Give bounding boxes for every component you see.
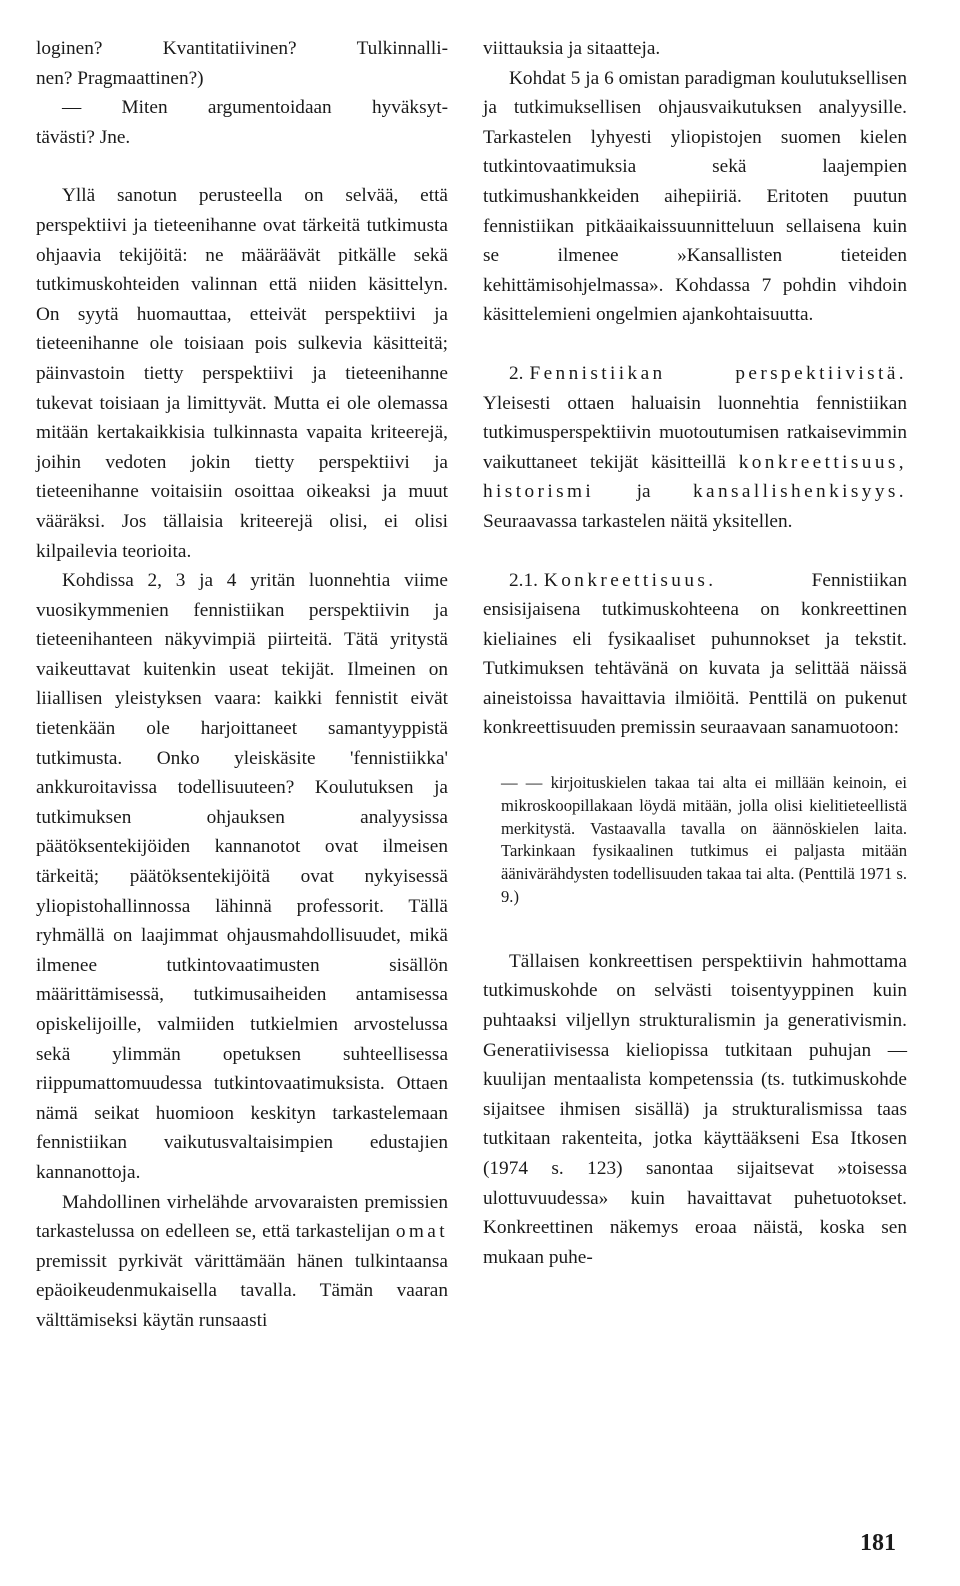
- body-text: premissit pyrkivät värittämään hänen tulkintaansa epäoikeudenmukaisella tavalla. Tämän vaaran välttämiseksi käytän runsaasti: [36, 1250, 448, 1331]
- body-paragraph: Kohdissa 2, 3 ja 4 yritän luonnehtia viime vuosikymmenien fennistiikan perspektiivin ja tieteenihanteen näkyvimpiä piirteitä. Tätä yritystä vaikeuttavat kuitenkin useat tekijät. Ilmeinen on liiallisen yleistyksen vaara: kaikki fennistit eivät tietenkään ole harjoittaneet samantyyppistä tutkimusta. Onko yleiskäsite 'fennistiikka' ankkuroitavissa todellisuuteen? Koulutuksen ja tutkimuksen ohjauksen analyysissa päätöksentekijöiden kannanotot ovat ilmeisen tärkeitä; päätöksentekijöitä ovat nykyisessä yliopistohallinnossa lähinnä professorit. Tällä ryhmällä on laajimmat ohjausmahdollisuudet, mikä ilmenee tutkintovaatimusten sisällön määrittämisessä, tutkimusaiheiden antamisessa opiskelijoille, valmiiden tutkielmien arvostelussa sekä ylimmän opetuksen suhteellisessa riippumattomuudessa tutkintovaatimuksista. Ottaen nämä seikat huomioon keskityn tarkastelemaan fennistiikan vaikutusvaltaisimpien edustajien kannanottoja.: [36, 570, 448, 1183]
- left-column: [36, 34, 448, 1336]
- body-text: Seuraavassa tarkastelen näitä yksitellen.: [483, 510, 793, 532]
- emphasized-word: omat: [395, 1221, 448, 1243]
- body-paragraph: Tällaisen konkreettisen perspektiivin hahmottama tutkimuskohde on selvästi toisentyyppinen kuin puhtaaksi viljellyn strukturalismin ja generativismin. Generatiivisessa kieliopissa tutkitaan puhujan —kuulijan mentaalista kompetenssia (ts. tutkimuskohde sijaitsee ihmisen sisällä) ja strukturalismissa taas tutkitaan rakenteita, jotka käyttääkseni Esa Itkosen (1974 s. 123) sanontaa sijaitsevat »toisessa ulottuvuudessa» kuin havaittavat puhetuotokset. Konkreettinen näkemys eroaa näistä, koska sen mukaan puhe-: [483, 950, 907, 1268]
- body-paragraph: [36, 1188, 448, 1336]
- section-heading: Fennistiikan perspektiivistä.: [529, 362, 907, 384]
- section-number: 2.1.: [509, 569, 538, 591]
- right-column: [483, 34, 907, 1272]
- emphasized-term: kansallishenkisyys.: [692, 481, 907, 503]
- section-heading: Konkreettisuus.: [543, 569, 717, 591]
- body-paragraph: viittauksia ja sitaatteja.: [483, 38, 661, 59]
- body-text: ja: [636, 481, 651, 503]
- opening-line-1: loginen? Kvantitatiivinen? Tulkinnalli-: [36, 38, 448, 59]
- body-text: Fennistiikan ensisijaisena tutkimuskohteena on konkreettinen kieliaines eli fysikaaliset puhunnokset ja tekstit. Tutkimuksen tehtävänä on kuvata ja selittää näissä aineistoissa havaittavia ilmiöitä. Penttilä on pukenut konkreettisuuden premissin seuraavaan sanamuotoon:: [483, 569, 907, 739]
- opening-line-3: — Miten argumentoidaan hyväksyt-: [62, 97, 448, 119]
- opening-line-4: tävästi? Jne.: [36, 126, 131, 148]
- emphasized-term: historismi: [483, 481, 595, 503]
- emphasized-term: konkreettisuus,: [738, 451, 907, 473]
- body-text: Mahdollinen virhelähde arvovaraisten premissien tarkastelussa on edelleen se, että tarkastelijan: [36, 1191, 448, 1243]
- block-quote: — — kirjoituskielen takaa tai alta ei millään keinoin, ei mikroskoopillakaan löydä mitään, jolla olisi kielitieteellistä merkitystä. Vastaavalla tavalla on äännöskielen laita. Tarkinkaan fysikaalinen tutkimus ei paljasta mitään äänivärähdysten todellisuuden takaa tai alta. (Penttilä 1971 s. 9.): [501, 773, 907, 907]
- section-2-1-paragraph: [483, 566, 907, 744]
- body-paragraph: Yllä sanotun perusteella on selvää, että perspektiivi ja tieteenihanne ovat tärkeitä tutkimusta ohjaavia tekijöitä: ne määräävät pitkälle sekä tutkimuskohteiden valinnan että niiden käsittelyn. On syytä huomauttaa, etteivät perspektiivi ja tieteenihanne ole toisiaan pois sulkevia käsitteitä; päinvastoin tietty perspektiivi ja tieteenihanne tukevat toisiaan ja limittyvät. Mutta ei ole olemassa mitään kertakaikkisia tulkinnasta vapaita kriteerejä, joihin vedoten jokin tietty perspektiivi ja tieteenihanne voitaisiin osoittaa oikeaksi ja muut vääräksi. Jos tällaisia kriteerejä olisi, ei olisi kilpailevia teorioita.: [36, 185, 448, 562]
- opening-line-2: nen? Pragmaattinen?): [36, 67, 204, 89]
- section-number: 2.: [509, 362, 524, 384]
- body-text: Yleisesti ottaen haluaisin luonnehtia fennistiikan tutkimusperspektiivin muotoutumisen ratkaisevimmin vaikuttaneet tekijät käsitteillä: [483, 392, 907, 473]
- section-2-paragraph: [483, 359, 907, 537]
- body-paragraph: Kohdat 5 ja 6 omistan paradigman koulutuksellisen ja tutkimuksellisen ohjausvaikutuksen analyysille. Tarkastelen lyhyesti yliopistojen suomen kielen tutkintovaatimuksia sekä laajempien tutkimushankkeiden aihepiiriä. Eritoten puutun fennistiikan pitkäaikaissuunnitteluun sellaisena kuin se ilmenee »Kansallisten tieteiden kehittämisohjelmassa». Kohdassa 7 pohdin vihdoin käsittelemieni ongelmien ajankohtaisuutta.: [483, 67, 907, 326]
- page-number: 181: [860, 1530, 896, 1556]
